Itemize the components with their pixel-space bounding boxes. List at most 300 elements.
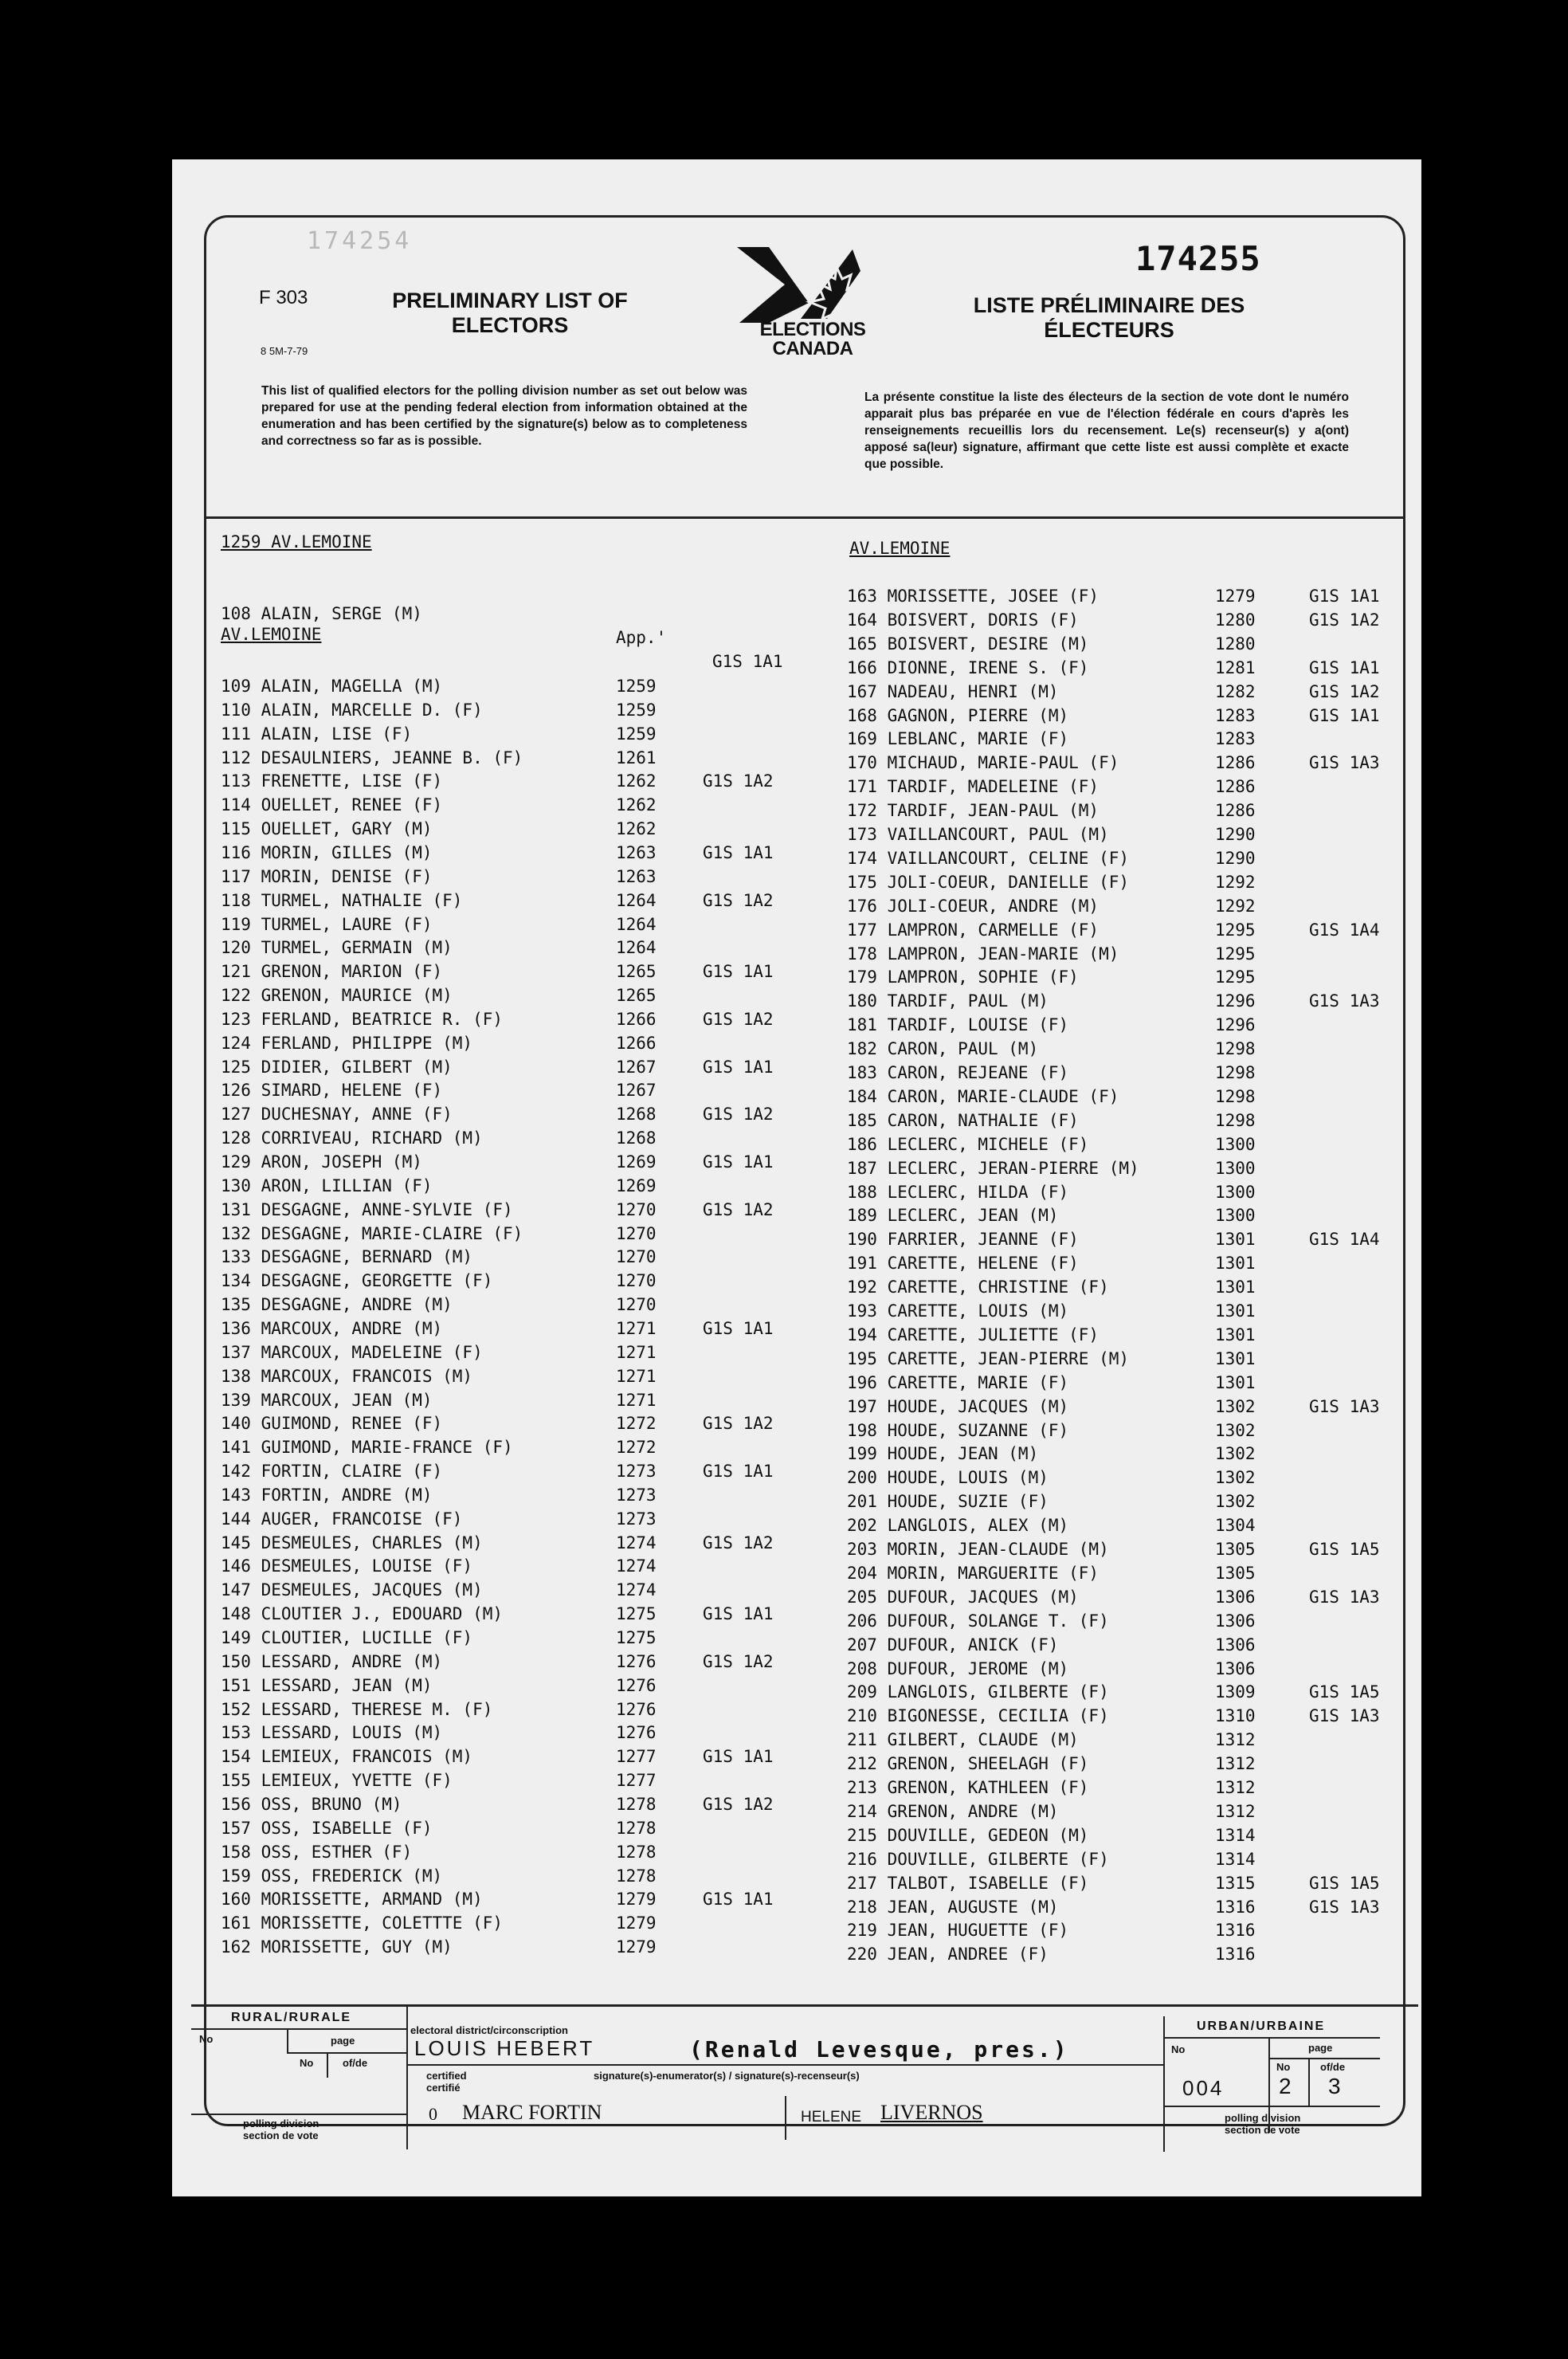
- elector-apt: 1314: [1215, 1849, 1256, 1869]
- elector-apt: 1316: [1215, 1897, 1256, 1917]
- elector-apt: 1298: [1215, 1086, 1256, 1106]
- elector-name: 182 CARON, PAUL (M): [847, 1039, 1039, 1059]
- elector-apt: 1292: [1215, 896, 1256, 916]
- elector-apt: 1296: [1215, 1015, 1256, 1035]
- elector-postal: G1S 1A3: [1309, 1897, 1380, 1917]
- elector-apt: 1276: [616, 1651, 657, 1671]
- elector-apt: 1306: [1215, 1635, 1256, 1654]
- elector-apt: 1283: [1215, 705, 1256, 725]
- division-number: 004: [1182, 2076, 1225, 2100]
- elector-name: 194 CARETTE, JULIETTE (F): [847, 1325, 1100, 1344]
- elector-name: 162 MORISSETTE, GUY (M): [221, 1937, 453, 1957]
- elector-row: [221, 1174, 790, 1198]
- elector-apt: 1269: [616, 1176, 657, 1195]
- elector-postal: G1S 1A2: [703, 1794, 774, 1814]
- elector-row: [221, 674, 790, 698]
- elector-name: 206 DUFOUR, SOLANGE T. (F): [847, 1611, 1109, 1631]
- elector-name: 183 CARON, REJEANE (F): [847, 1063, 1069, 1082]
- elector-apt: 1273: [616, 1462, 657, 1482]
- elector-name: 133 DESGAGNE, BERNARD (M): [221, 1247, 473, 1267]
- signature-label: signature(s)-enumerator(s) / signature(s)-recenseur(s): [594, 2070, 860, 2082]
- elector-postal: G1S 1A3: [1309, 1706, 1380, 1726]
- rural-vline-2: [327, 2052, 328, 2078]
- elector-postal: G1S 1A2: [703, 1009, 774, 1029]
- elector-name: 118 TURMEL, NATHALIE (F): [221, 890, 463, 910]
- elector-row: [847, 799, 1397, 822]
- elector-apt: 1270: [616, 1295, 657, 1315]
- elector-row: [221, 1364, 790, 1388]
- elector-name: 208 DUFOUR, JEROME (M): [847, 1658, 1069, 1678]
- elector-apt: 1273: [616, 1509, 657, 1529]
- elector-apt: 1269: [616, 1152, 657, 1172]
- elector-apt: 1266: [616, 1033, 657, 1053]
- elector-row: [221, 1745, 790, 1768]
- elector-apt: 1302: [1215, 1444, 1256, 1464]
- elector-row: [221, 769, 790, 793]
- elector-postal: G1S 1A4: [1309, 1230, 1380, 1250]
- elector-row: [221, 793, 790, 817]
- elector-row: [221, 1887, 790, 1911]
- elector-postal: G1S 1A2: [1309, 681, 1380, 701]
- elector-row: [847, 1633, 1397, 1657]
- elector-apt: 1278: [616, 1818, 657, 1838]
- elector-name: 213 GRENON, KATHLEEN (F): [847, 1778, 1089, 1797]
- elector-row: [221, 1222, 790, 1246]
- elector-row: [847, 1061, 1397, 1085]
- elector-postal: G1S 1A1: [712, 652, 783, 671]
- elector-apt: 1302: [1215, 1468, 1256, 1488]
- elector-name: 201 HOUDE, SUZIE (F): [847, 1492, 1049, 1512]
- rural-of-label: of/de: [343, 2057, 368, 2069]
- elector-name: 212 GRENON, SHEELAGH (F): [847, 1754, 1089, 1774]
- elector-apt: 1298: [1215, 1063, 1256, 1082]
- elector-apt: 1279: [1215, 587, 1256, 606]
- elector-apt: 1274: [616, 1533, 657, 1552]
- elector-row: [221, 817, 790, 841]
- elector-apt: 1278: [616, 1794, 657, 1814]
- elector-apt: 1262: [616, 771, 657, 791]
- elector-name: 159 OSS, FREDERICK (M): [221, 1866, 443, 1886]
- elector-postal: G1S 1A3: [1309, 753, 1380, 773]
- elector-row: [847, 1132, 1397, 1156]
- elector-apt: 1312: [1215, 1730, 1256, 1750]
- elector-name: 117 MORIN, DENISE (F): [221, 866, 433, 886]
- district-name: LOUIS HEBERT: [414, 2036, 595, 2060]
- elector-name: 189 LECLERC, JEAN (M): [847, 1206, 1059, 1226]
- elector-name: 141 GUIMOND, MARIE-FRANCE (F): [221, 1438, 513, 1458]
- elector-apt: 1283: [1215, 729, 1256, 749]
- elector-row: [847, 1871, 1397, 1895]
- elector-name: 142 FORTIN, CLAIRE (F): [221, 1462, 443, 1482]
- elector-apt: 1301: [1215, 1230, 1256, 1250]
- elector-postal: G1S 1A5: [1309, 1540, 1380, 1559]
- elector-apt: 1268: [616, 1105, 657, 1125]
- elector-row: [221, 889, 790, 913]
- elector-row: [847, 1800, 1397, 1823]
- elector-row: [847, 1776, 1397, 1800]
- elector-name: 210 BIGONESSE, CECILIA (F): [847, 1706, 1109, 1726]
- elector-apt: 1276: [616, 1723, 657, 1743]
- elector-apt: 1306: [1215, 1658, 1256, 1678]
- elector-apt: 1286: [1215, 801, 1256, 821]
- elector-row: [847, 989, 1397, 1013]
- elector-row: [221, 841, 790, 865]
- elector-row: [221, 1483, 790, 1507]
- elector-postal: G1S 1A3: [1309, 1396, 1380, 1416]
- elector-row: [221, 983, 790, 1007]
- elector-postal: G1S 1A5: [1309, 1682, 1380, 1702]
- elector-apt: 1312: [1215, 1778, 1256, 1797]
- elector-row: [847, 1347, 1397, 1371]
- elector-name: 211 GILBERT, CLAUDE (M): [847, 1730, 1079, 1750]
- elector-row: [221, 1388, 790, 1412]
- elector-apt: 1259: [616, 700, 657, 720]
- elector-apt: 1298: [1215, 1039, 1256, 1059]
- elector-apt: 1271: [616, 1366, 657, 1386]
- elector-apt: 1263: [616, 866, 657, 886]
- elector-row: [221, 1840, 790, 1864]
- elector-name: 122 GRENON, MAURICE (M): [221, 986, 453, 1006]
- elector-row: [847, 1037, 1397, 1061]
- elector-name: 130 ARON, LILLIAN (F): [221, 1176, 433, 1195]
- elector-postal: G1S 1A2: [1309, 610, 1380, 630]
- elector-row: [847, 918, 1397, 942]
- elector-name: 135 DESGAGNE, ANDRE (M): [221, 1295, 453, 1315]
- elector-row: [847, 1109, 1397, 1132]
- rural-label: RURAL/RURALE: [231, 2011, 352, 2024]
- elector-row: [221, 1554, 790, 1578]
- elector-row: [221, 1340, 790, 1364]
- intro-english: This list of qualified electors for the polling division number as set out below was prepared for use at the pending federal election from information obtained at the enumeration and has been certified by the signature(s) below as to completeness and correctness so far as is possible.: [261, 384, 747, 448]
- elector-row: [847, 1395, 1397, 1419]
- elector-row: [221, 1102, 790, 1126]
- elector-row: [221, 1650, 790, 1674]
- elector-row: [847, 751, 1397, 775]
- elector-name: 166 DIONNE, IRENE S. (F): [847, 657, 1089, 677]
- elector-postal: G1S 1A2: [703, 1414, 774, 1434]
- elector-name: 164 BOISVERT, DORIS (F): [847, 610, 1079, 630]
- elector-postal: G1S 1A1: [703, 1318, 774, 1338]
- elector-apt: 1301: [1215, 1301, 1256, 1321]
- section-heading: AV.LEMOINE: [221, 625, 322, 644]
- elector-row: [847, 608, 1397, 632]
- elector-apt: 1300: [1215, 1134, 1256, 1154]
- elector-name: 196 CARETTE, MARIE (F): [847, 1372, 1069, 1392]
- elector-name: 125 DIDIER, GILBERT (M): [221, 1057, 453, 1077]
- elector-row: [221, 1507, 790, 1531]
- elector-name: 110 ALAIN, MARCELLE D. (F): [221, 700, 483, 720]
- elector-name: 167 NADEAU, HENRI (M): [847, 681, 1059, 701]
- form-number: F 303: [259, 287, 308, 308]
- elector-row: [221, 1768, 790, 1792]
- elector-apt: 1265: [616, 962, 657, 982]
- elector-name: 153 LESSARD, LOUIS (M): [221, 1723, 443, 1743]
- elector-apt: 1267: [616, 1057, 657, 1077]
- elector-name: 175 JOLI-COEUR, DANIELLE (F): [847, 872, 1130, 892]
- elector-name: 198 HOUDE, SUZANNE (F): [847, 1420, 1069, 1440]
- elector-apt: 1264: [616, 890, 657, 910]
- elector-row: [221, 1198, 790, 1222]
- elector-name: 195 CARETTE, JEAN-PIERRE (M): [847, 1348, 1130, 1368]
- urban-divider-3: [1165, 2106, 1380, 2107]
- elector-row: [847, 1203, 1397, 1227]
- elector-row: [221, 1269, 790, 1293]
- elector-apt: 1265: [616, 986, 657, 1006]
- elector-apt: 1278: [616, 1842, 657, 1862]
- elector-row: [847, 1918, 1397, 1942]
- enumerator-2-last: LIVERNOS: [880, 2101, 983, 2124]
- elector-name: 148 CLOUTIER J., EDOUARD (M): [221, 1604, 504, 1624]
- elector-row: [847, 846, 1397, 870]
- elector-name: 202 LANGLOIS, ALEX (M): [847, 1516, 1069, 1536]
- elector-apt: 1309: [1215, 1682, 1256, 1702]
- logo-text-line1: ELECTIONS: [759, 319, 866, 340]
- elector-apt: App.': [616, 628, 667, 647]
- elector-postal: G1S 1A1: [1309, 587, 1380, 606]
- elector-row: [221, 1459, 790, 1483]
- elector-row: [221, 1935, 790, 1959]
- elector-apt: 1261: [616, 748, 657, 767]
- enumerator-2-first: HELENE: [801, 2109, 862, 2125]
- elector-row: [221, 722, 790, 746]
- urban-divider: [1165, 2037, 1380, 2039]
- elector-apt: 1315: [1215, 1873, 1256, 1893]
- elector-apt: 1271: [616, 1318, 657, 1338]
- elector-name: 137 MARCOUX, MADELEINE (F): [221, 1342, 483, 1362]
- elector-name: 157 OSS, ISABELLE (F): [221, 1818, 433, 1838]
- elector-name: 200 HOUDE, LOUIS (M): [847, 1468, 1049, 1488]
- rural-divider-3: [191, 2114, 406, 2115]
- elector-apt: 1270: [616, 1247, 657, 1267]
- title-french: [950, 293, 1268, 343]
- rural-divider: [191, 2028, 406, 2030]
- elector-apt: 1272: [616, 1438, 657, 1458]
- elector-name: 218 JEAN, AUGUSTE (M): [847, 1897, 1059, 1917]
- elector-postal: G1S 1A2: [703, 1533, 774, 1552]
- serial-number: 174255: [1135, 239, 1261, 278]
- urban-divider-2: [1268, 2058, 1380, 2059]
- elector-postal: G1S 1A1: [703, 1890, 774, 1910]
- elector-apt: 1277: [616, 1771, 657, 1791]
- elector-name: 163 MORISSETTE, JOSEE (F): [847, 587, 1100, 606]
- elector-postal: G1S 1A3: [1309, 991, 1380, 1011]
- elector-apt: 1296: [1215, 991, 1256, 1011]
- elector-apt: 1264: [616, 938, 657, 958]
- elector-apt: 1276: [616, 1699, 657, 1719]
- elector-name: 116 MORIN, GILLES (M): [221, 842, 433, 862]
- elector-apt: 1290: [1215, 848, 1256, 868]
- elector-row: [221, 698, 790, 722]
- elector-apt: 1278: [616, 1866, 657, 1886]
- rural-page-label: page: [331, 2035, 355, 2047]
- elector-name: 146 DESMEULES, LOUISE (F): [221, 1556, 473, 1576]
- urban-polling-label-2: section de vote: [1225, 2124, 1300, 2136]
- elector-name: 170 MICHAUD, MARIE-PAUL (F): [847, 753, 1119, 773]
- elector-row: [221, 1698, 790, 1721]
- elector-name: 184 CARON, MARIE-CLAUDE (F): [847, 1086, 1119, 1106]
- elector-row: [221, 1150, 790, 1174]
- enumerator-mark: 0: [429, 2104, 437, 2124]
- elector-row: [847, 1585, 1397, 1609]
- elector-name: 216 DOUVILLE, GILBERTE (F): [847, 1849, 1109, 1869]
- elector-row: [847, 1561, 1397, 1585]
- page-number: 2: [1279, 2074, 1292, 2098]
- section-heading: AV.LEMOINE: [849, 539, 951, 558]
- elector-name: 155 LEMIEUX, YVETTE (F): [221, 1771, 453, 1791]
- elector-name: 169 LEBLANC, MARIE (F): [847, 729, 1069, 749]
- elector-row: [847, 1657, 1397, 1681]
- elector-row: [847, 870, 1397, 894]
- elector-postal: G1S 1A5: [1309, 1873, 1380, 1893]
- elector-name: 205 DUFOUR, JACQUES (M): [847, 1587, 1079, 1607]
- elector-name: 186 LECLERC, MICHELE (F): [847, 1134, 1089, 1154]
- elector-apt: 1268: [616, 1128, 657, 1148]
- elector-name: 128 CORRIVEAU, RICHARD (M): [221, 1128, 483, 1148]
- elector-postal: G1S 1A2: [703, 771, 774, 791]
- elector-row: [847, 1085, 1397, 1109]
- elector-name: 187 LECLERC, JERAN-PIERRE (M): [847, 1158, 1139, 1178]
- elector-postal: G1S 1A1: [1309, 657, 1380, 677]
- elector-row: [847, 1013, 1397, 1037]
- elector-row: [221, 1411, 790, 1435]
- elector-name: 134 DESGAGNE, GEORGETTE (F): [221, 1271, 493, 1291]
- elector-row: [847, 942, 1397, 966]
- certified-label-fr: certifié: [426, 2082, 461, 2094]
- title-english-line2: ELECTORS: [451, 313, 569, 337]
- elector-row: [847, 1466, 1397, 1490]
- elector-apt: 1263: [616, 842, 657, 862]
- elector-name: 150 LESSARD, ANDRE (M): [221, 1651, 443, 1671]
- elector-name: 132 DESGAGNE, MARIE-CLAIRE (F): [221, 1223, 523, 1243]
- elector-row: [847, 1323, 1397, 1347]
- elector-apt: 1272: [616, 1414, 657, 1434]
- elector-row: [847, 1752, 1397, 1776]
- elector-row: [847, 680, 1397, 704]
- elector-apt: 1271: [616, 1342, 657, 1362]
- elector-name: 193 CARETTE, LOUIS (M): [847, 1301, 1069, 1321]
- urban-of-label: of/de: [1320, 2061, 1346, 2073]
- elector-apt: 1281: [1215, 657, 1256, 677]
- elector-apt: 1280: [1215, 634, 1256, 654]
- elector-name: 185 CARON, NATHALIE (F): [847, 1110, 1079, 1130]
- elector-apt: 1302: [1215, 1396, 1256, 1416]
- elector-apt: 1277: [616, 1747, 657, 1767]
- elector-apt: 1312: [1215, 1801, 1256, 1821]
- elector-apt: 1271: [616, 1390, 657, 1410]
- elector-apt: 1301: [1215, 1278, 1256, 1297]
- elector-name: 204 MORIN, MARGUERITE (F): [847, 1563, 1100, 1583]
- elector-row: [847, 727, 1397, 751]
- intro-french: La présente constitue la liste des électeurs de la section de vote dont le numéro apparait plus bas préparée en vue de l'élection fédérale en cours d'après les renseignements recueillis lors du recensement. Le(s) recenseur(s) y a(ont) apposé sa(leur) signature, affirmant que cette liste est aussi complète et exacte que possible.: [864, 391, 1349, 471]
- elector-name: 191 CARETTE, HELENE (F): [847, 1254, 1079, 1274]
- header-divider: [204, 516, 1405, 519]
- elector-name: 168 GAGNON, PIERRE (M): [847, 705, 1069, 725]
- elector-postal: G1S 1A1: [703, 1747, 774, 1767]
- elector-name: 114 OUELLET, RENEE (F): [221, 795, 443, 815]
- elector-name: 176 JOLI-COEUR, ANDRE (M): [847, 896, 1100, 916]
- elector-name: 207 DUFOUR, ANICK (F): [847, 1635, 1059, 1654]
- elector-name: 174 VAILLANCOURT, CELINE (F): [847, 848, 1130, 868]
- elector-row: [221, 746, 790, 770]
- elector-row: [221, 1602, 790, 1626]
- elector-row: [847, 656, 1397, 680]
- elector-apt: 1302: [1215, 1420, 1256, 1440]
- elector-row: [847, 1537, 1397, 1561]
- elector-name: 192 CARETTE, CHRISTINE (F): [847, 1278, 1109, 1297]
- rural-vline: [287, 2028, 288, 2052]
- certified-label-en: certified: [426, 2070, 467, 2082]
- elector-name: 199 HOUDE, JEAN (M): [847, 1444, 1039, 1464]
- elector-row: [221, 1792, 790, 1816]
- elector-name: 124 FERLAND, PHILIPPE (M): [221, 1033, 473, 1053]
- elector-name: 165 BOISVERT, DESIRE (M): [847, 634, 1089, 654]
- elector-name: 115 OUELLET, GARY (M): [221, 819, 433, 839]
- elector-postal: G1S 1A2: [703, 1199, 774, 1219]
- elector-apt: 1312: [1215, 1754, 1256, 1774]
- elector-row: [221, 1674, 790, 1698]
- rural-no-label: No: [199, 2033, 214, 2045]
- elector-row: [847, 775, 1397, 799]
- elector-postal: G1S 1A3: [1309, 1587, 1380, 1607]
- elector-row: [221, 1126, 790, 1150]
- elector-apt: 1300: [1215, 1182, 1256, 1202]
- elector-row: [847, 1609, 1397, 1633]
- urban-vline-2: [1308, 2058, 1310, 2106]
- elector-row: [847, 1180, 1397, 1204]
- elector-apt: 1262: [616, 819, 657, 839]
- elector-apt: 1264: [616, 914, 657, 934]
- elector-name: 209 LANGLOIS, GILBERTE (F): [847, 1682, 1109, 1702]
- urban-box: [1163, 2016, 1380, 2152]
- elector-name: 109 ALAIN, MAGELLA (M): [221, 677, 443, 696]
- elector-name: 197 HOUDE, JACQUES (M): [847, 1396, 1069, 1416]
- elector-name: 161 MORISSETTE, COLETTTE (F): [221, 1913, 504, 1933]
- district-rule: [408, 2064, 1165, 2066]
- enumerator-1-signature: MARC FORTIN: [462, 2101, 602, 2124]
- elector-postal: G1S 1A1: [1309, 705, 1380, 725]
- elector-postal: G1S 1A1: [703, 962, 774, 982]
- elector-name: 131 DESGAGNE, ANNE-SYLVIE (F): [221, 1199, 513, 1219]
- elector-name: 138 MARCOUX, FRANCOIS (M): [221, 1366, 473, 1386]
- signature-divider: [785, 2096, 786, 2140]
- elector-row: [221, 1031, 790, 1055]
- title-english-line1: PRELIMINARY LIST OF: [392, 288, 628, 312]
- elector-row: [847, 1156, 1397, 1180]
- elector-row: [847, 1442, 1397, 1466]
- elector-postal: G1S 1A4: [1309, 920, 1380, 940]
- elector-postal: G1S 1A1: [703, 1604, 774, 1624]
- faded-stamp: 174254: [307, 227, 413, 255]
- elector-apt: 1276: [616, 1675, 657, 1695]
- elector-name: 220 JEAN, ANDREE (F): [847, 1945, 1049, 1965]
- title-french-line2: ÉLECTEURS: [1044, 318, 1174, 342]
- elector-apt: 1286: [1215, 753, 1256, 773]
- elector-row: [221, 1816, 790, 1840]
- elector-name: 143 FORTIN, ANDRE (M): [221, 1485, 433, 1505]
- urban-page-label: page: [1308, 2042, 1333, 2054]
- elector-apt: 1295: [1215, 944, 1256, 964]
- elector-row: [847, 894, 1397, 918]
- elector-row: [221, 1626, 790, 1650]
- elector-name: 217 TALBOT, ISABELLE (F): [847, 1873, 1089, 1893]
- urban-polling-label-1: polling division: [1225, 2112, 1301, 2124]
- elector-apt: 1267: [616, 1081, 657, 1101]
- elector-postal: G1S 1A1: [703, 1057, 774, 1077]
- elector-apt: 1259: [616, 724, 657, 744]
- urban-page-no-label: No: [1276, 2061, 1291, 2073]
- elector-apt: 1270: [616, 1223, 657, 1243]
- elector-row: [221, 1578, 790, 1602]
